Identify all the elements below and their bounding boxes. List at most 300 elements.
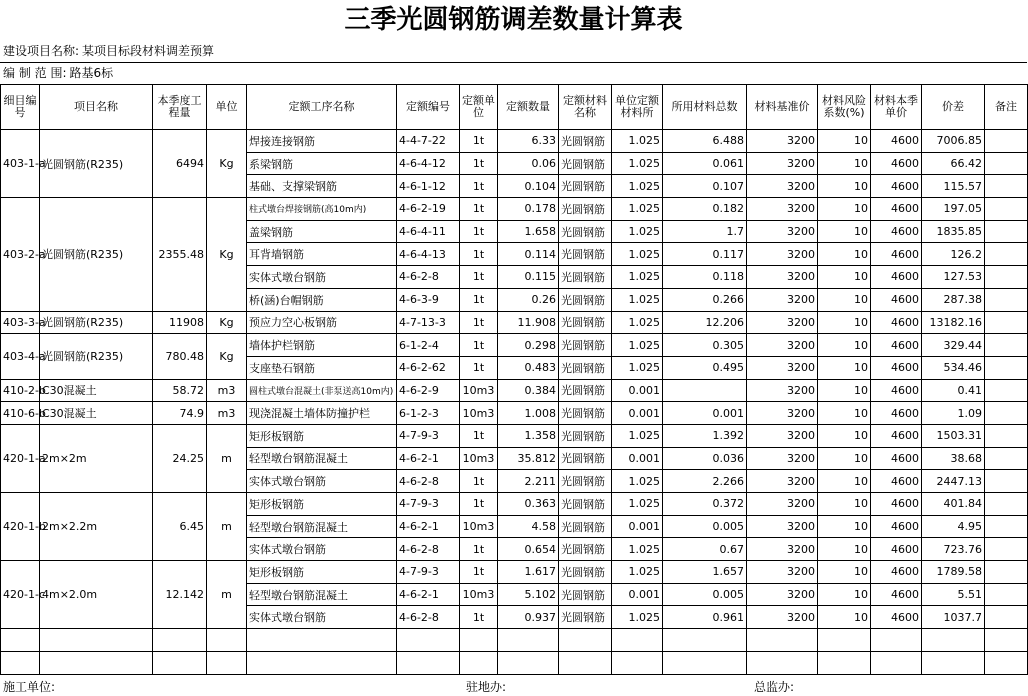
base-price-cell: 3200: [747, 152, 818, 175]
material-total-cell: 1.392: [663, 424, 747, 447]
price-difference-cell: 287.38: [922, 288, 985, 311]
remarks-cell: [985, 447, 1028, 470]
quota-unit-cell: 1t: [460, 356, 498, 379]
quota-qty-cell: 0.26: [498, 288, 559, 311]
quota-qty-cell: 6.33: [498, 130, 559, 153]
process-name-cell: 圆柱式墩台混凝土(非泵送高10m内): [247, 379, 397, 402]
item-name-cell: C30混凝土: [40, 379, 153, 402]
empty-cell: [663, 629, 747, 652]
material-name-cell: 光圆钢筋: [559, 175, 612, 198]
quota-qty-cell: 0.298: [498, 334, 559, 357]
price-difference-cell: 126.2: [922, 243, 985, 266]
base-price-cell: 3200: [747, 243, 818, 266]
current-price-cell: 4600: [871, 288, 922, 311]
unit-cell: Kg: [207, 334, 247, 379]
empty-cell: [871, 629, 922, 652]
remarks-cell: [985, 243, 1028, 266]
quota-unit-cell: 1t: [460, 220, 498, 243]
process-name-cell: 矩形板钢筋: [247, 493, 397, 516]
material-total-cell: 0.107: [663, 175, 747, 198]
table-row: [1, 402, 1028, 425]
quantity-cell: 2355.48: [153, 198, 207, 311]
current-price-cell: 4600: [871, 402, 922, 425]
material-total-cell: 0.182: [663, 198, 747, 221]
unit-consumption-cell: 1.025: [612, 538, 663, 561]
material-name-cell: 光圆钢筋: [559, 311, 612, 334]
table-row: [1, 334, 1028, 357]
unit-consumption-cell: 0.001: [612, 583, 663, 606]
empty-cell: [40, 651, 153, 674]
quota-code-cell: 4-6-4-11: [397, 220, 460, 243]
quota-unit-cell: 1t: [460, 175, 498, 198]
material-total-cell: 0.305: [663, 334, 747, 357]
risk-factor-cell: 10: [818, 424, 871, 447]
quota-unit-cell: 1t: [460, 243, 498, 266]
unit-consumption-cell: 1.025: [612, 130, 663, 153]
material-total-cell: 1.657: [663, 561, 747, 584]
material-name-cell: 光圆钢筋: [559, 198, 612, 221]
quota-unit-cell: 10m3: [460, 515, 498, 538]
material-total-cell: 0.061: [663, 152, 747, 175]
unit-consumption-cell: 1.025: [612, 175, 663, 198]
risk-factor-cell: 10: [818, 561, 871, 584]
column-header: 备注: [985, 85, 1028, 130]
unit-cell: Kg: [207, 198, 247, 311]
empty-cell: [247, 629, 397, 652]
empty-cell: [985, 651, 1028, 674]
site-office-label: 驻地办:: [466, 680, 507, 694]
base-price-cell: 3200: [747, 515, 818, 538]
quota-code-cell: 4-6-2-1: [397, 515, 460, 538]
process-name-cell: 轻型墩台钢筋混凝土: [247, 447, 397, 470]
project-name-value: 某项目标段材料调差预算: [82, 44, 215, 58]
quota-unit-cell: 1t: [460, 606, 498, 629]
quota-qty-cell: 1.617: [498, 561, 559, 584]
item-code-cell: 420-1-b: [1, 493, 40, 561]
current-price-cell: 4600: [871, 447, 922, 470]
price-difference-cell: 401.84: [922, 493, 985, 516]
quantity-cell: 6494: [153, 130, 207, 198]
quota-code-cell: 4-7-13-3: [397, 311, 460, 334]
empty-cell: [397, 651, 460, 674]
quota-code-cell: 4-6-1-12: [397, 175, 460, 198]
process-name-cell: 预应力空心板钢筋: [247, 311, 397, 334]
base-price-cell: 3200: [747, 288, 818, 311]
item-code-cell: 403-4-a: [1, 334, 40, 379]
price-difference-cell: 38.68: [922, 447, 985, 470]
column-header: 材料风险系数(%): [818, 85, 871, 130]
unit-cell: m3: [207, 402, 247, 425]
quantity-cell: 780.48: [153, 334, 207, 379]
risk-factor-cell: 10: [818, 334, 871, 357]
empty-cell: [1, 651, 40, 674]
process-name-cell: 支座垫石钢筋: [247, 356, 397, 379]
remarks-cell: [985, 175, 1028, 198]
material-total-cell: [663, 379, 747, 402]
price-difference-cell: 723.76: [922, 538, 985, 561]
risk-factor-cell: 10: [818, 243, 871, 266]
column-header: 定额材料名称: [559, 85, 612, 130]
risk-factor-cell: 10: [818, 288, 871, 311]
unit-consumption-cell: 1.025: [612, 198, 663, 221]
material-name-cell: 光圆钢筋: [559, 447, 612, 470]
remarks-cell: [985, 606, 1028, 629]
project-name-label: 建设项目名称:: [3, 44, 80, 58]
remarks-cell: [985, 583, 1028, 606]
calculation-table: [0, 84, 1028, 675]
process-name-cell: 基础、支撑梁钢筋: [247, 175, 397, 198]
unit-consumption-cell: 1.025: [612, 152, 663, 175]
material-total-cell: 2.266: [663, 470, 747, 493]
base-price-cell: 3200: [747, 220, 818, 243]
price-difference-cell: 1503.31: [922, 424, 985, 447]
price-difference-cell: 115.57: [922, 175, 985, 198]
remarks-cell: [985, 356, 1028, 379]
quota-qty-cell: 0.115: [498, 266, 559, 289]
unit-consumption-cell: 1.025: [612, 288, 663, 311]
quota-unit-cell: 1t: [460, 152, 498, 175]
project-name-row: [0, 40, 1027, 62]
item-code-cell: 420-1-c: [1, 561, 40, 629]
column-header: 定额编号: [397, 85, 460, 130]
base-price-cell: 3200: [747, 470, 818, 493]
base-price-cell: 3200: [747, 379, 818, 402]
price-difference-cell: 1037.7: [922, 606, 985, 629]
unit-consumption-cell: 1.025: [612, 334, 663, 357]
remarks-cell: [985, 402, 1028, 425]
risk-factor-cell: 10: [818, 493, 871, 516]
material-total-cell: 0.117: [663, 243, 747, 266]
quota-code-cell: 4-7-9-3: [397, 424, 460, 447]
empty-cell: [1, 629, 40, 652]
empty-cell: [207, 651, 247, 674]
empty-cell: [871, 651, 922, 674]
material-total-cell: 0.961: [663, 606, 747, 629]
quota-qty-cell: 0.483: [498, 356, 559, 379]
column-header: 定额单位: [460, 85, 498, 130]
price-difference-cell: 1835.85: [922, 220, 985, 243]
unit-consumption-cell: 1.025: [612, 493, 663, 516]
material-name-cell: 光圆钢筋: [559, 606, 612, 629]
quota-unit-cell: 1t: [460, 198, 498, 221]
quota-unit-cell: 10m3: [460, 402, 498, 425]
material-total-cell: 0.001: [663, 402, 747, 425]
empty-cell: [498, 629, 559, 652]
process-name-cell: 焊接连接钢筋: [247, 130, 397, 153]
quota-code-cell: 4-6-2-8: [397, 470, 460, 493]
quota-qty-cell: 2.211: [498, 470, 559, 493]
current-price-cell: 4600: [871, 424, 922, 447]
unit-consumption-cell: 1.025: [612, 220, 663, 243]
base-price-cell: 3200: [747, 402, 818, 425]
price-difference-cell: 329.44: [922, 334, 985, 357]
column-header: 所用材料总数: [663, 85, 747, 130]
risk-factor-cell: 10: [818, 198, 871, 221]
material-name-cell: 光圆钢筋: [559, 220, 612, 243]
quota-code-cell: 4-4-7-22: [397, 130, 460, 153]
empty-cell: [818, 629, 871, 652]
quota-code-cell: 4-6-2-8: [397, 538, 460, 561]
quota-code-cell: 4-6-2-9: [397, 379, 460, 402]
current-price-cell: 4600: [871, 379, 922, 402]
material-name-cell: 光圆钢筋: [559, 538, 612, 561]
empty-cell: [460, 629, 498, 652]
item-code-cell: 410-6-b: [1, 402, 40, 425]
current-price-cell: 4600: [871, 175, 922, 198]
material-name-cell: 光圆钢筋: [559, 424, 612, 447]
process-name-cell: 桥(涵)台帽钢筋: [247, 288, 397, 311]
base-price-cell: 3200: [747, 356, 818, 379]
column-header: 价差: [922, 85, 985, 130]
process-name-cell: 矩形板钢筋: [247, 561, 397, 584]
base-price-cell: 3200: [747, 493, 818, 516]
unit-cell: m3: [207, 379, 247, 402]
quota-qty-cell: 35.812: [498, 447, 559, 470]
process-name-cell: 耳背墙钢筋: [247, 243, 397, 266]
quota-unit-cell: 1t: [460, 334, 498, 357]
chief-supervisor-label: 总监办:: [754, 680, 795, 694]
quota-code-cell: 4-6-4-12: [397, 152, 460, 175]
process-name-cell: 柱式墩台焊接钢筋(高10m内): [247, 198, 397, 221]
process-name-cell: 实体式墩台钢筋: [247, 470, 397, 493]
risk-factor-cell: 10: [818, 447, 871, 470]
unit-consumption-cell: 1.025: [612, 606, 663, 629]
empty-cell: [922, 629, 985, 652]
unit-consumption-cell: 1.025: [612, 356, 663, 379]
quota-qty-cell: 0.654: [498, 538, 559, 561]
empty-cell: [559, 629, 612, 652]
process-name-cell: 盖梁钢筋: [247, 220, 397, 243]
material-name-cell: 光圆钢筋: [559, 515, 612, 538]
risk-factor-cell: 10: [818, 515, 871, 538]
quota-code-cell: 4-6-2-19: [397, 198, 460, 221]
remarks-cell: [985, 424, 1028, 447]
item-code-cell: 403-1-a: [1, 130, 40, 198]
quota-code-cell: 4-6-2-8: [397, 266, 460, 289]
material-total-cell: 0.266: [663, 288, 747, 311]
column-header: 定额数量: [498, 85, 559, 130]
column-header: 细目编号: [1, 85, 40, 130]
remarks-cell: [985, 198, 1028, 221]
base-price-cell: 3200: [747, 175, 818, 198]
risk-factor-cell: 10: [818, 266, 871, 289]
quota-unit-cell: 1t: [460, 130, 498, 153]
material-name-cell: 光圆钢筋: [559, 561, 612, 584]
unit-cell: m: [207, 561, 247, 629]
current-price-cell: 4600: [871, 311, 922, 334]
quota-qty-cell: 0.363: [498, 493, 559, 516]
price-difference-cell: 2447.13: [922, 470, 985, 493]
scope-row: [0, 62, 1027, 84]
base-price-cell: 3200: [747, 424, 818, 447]
material-total-cell: 0.495: [663, 356, 747, 379]
column-header: 定额工序名称: [247, 85, 397, 130]
risk-factor-cell: 10: [818, 606, 871, 629]
table-row: [1, 493, 1028, 516]
remarks-cell: [985, 266, 1028, 289]
column-header: 项目名称: [40, 85, 153, 130]
empty-cell: [460, 651, 498, 674]
current-price-cell: 4600: [871, 356, 922, 379]
material-total-cell: 0.005: [663, 515, 747, 538]
item-code-cell: 410-2-b: [1, 379, 40, 402]
quota-qty-cell: 11.908: [498, 311, 559, 334]
current-price-cell: 4600: [871, 561, 922, 584]
process-name-cell: 实体式墩台钢筋: [247, 266, 397, 289]
empty-cell: [559, 651, 612, 674]
unit-cell: Kg: [207, 130, 247, 198]
item-name-cell: 4m×2.0m: [40, 561, 153, 629]
base-price-cell: 3200: [747, 561, 818, 584]
process-name-cell: 轻型墩台钢筋混凝土: [247, 583, 397, 606]
risk-factor-cell: 10: [818, 402, 871, 425]
quota-qty-cell: 0.384: [498, 379, 559, 402]
base-price-cell: 3200: [747, 447, 818, 470]
current-price-cell: 4600: [871, 243, 922, 266]
price-difference-cell: 13182.16: [922, 311, 985, 334]
table-header-row: [1, 85, 1028, 130]
column-header: 单位: [207, 85, 247, 130]
price-difference-cell: 4.95: [922, 515, 985, 538]
remarks-cell: [985, 538, 1028, 561]
quota-unit-cell: 1t: [460, 561, 498, 584]
quantity-cell: 58.72: [153, 379, 207, 402]
current-price-cell: 4600: [871, 266, 922, 289]
empty-cell: [747, 651, 818, 674]
item-name-cell: 光圆钢筋(R235): [40, 334, 153, 379]
price-difference-cell: 1789.58: [922, 561, 985, 584]
table-body: [1, 130, 1028, 675]
material-name-cell: 光圆钢筋: [559, 379, 612, 402]
quota-code-cell: 4-6-2-62: [397, 356, 460, 379]
scope-label: 编 制 范 围:: [3, 66, 67, 80]
quota-qty-cell: 5.102: [498, 583, 559, 606]
price-difference-cell: 5.51: [922, 583, 985, 606]
risk-factor-cell: 10: [818, 220, 871, 243]
empty-cell: [247, 651, 397, 674]
material-name-cell: 光圆钢筋: [559, 583, 612, 606]
quota-code-cell: 4-6-2-8: [397, 606, 460, 629]
current-price-cell: 4600: [871, 198, 922, 221]
quantity-cell: 74.9: [153, 402, 207, 425]
process-name-cell: 轻型墩台钢筋混凝土: [247, 515, 397, 538]
table-row: [1, 424, 1028, 447]
item-name-cell: 光圆钢筋(R235): [40, 198, 153, 311]
empty-cell: [397, 629, 460, 652]
base-price-cell: 3200: [747, 334, 818, 357]
quota-code-cell: 4-6-3-9: [397, 288, 460, 311]
unit-consumption-cell: 1.025: [612, 561, 663, 584]
quota-unit-cell: 10m3: [460, 447, 498, 470]
quota-unit-cell: 1t: [460, 266, 498, 289]
process-name-cell: 现浇混凝土墙体防撞护栏: [247, 402, 397, 425]
material-name-cell: 光圆钢筋: [559, 152, 612, 175]
base-price-cell: 3200: [747, 130, 818, 153]
quota-unit-cell: 1t: [460, 288, 498, 311]
current-price-cell: 4600: [871, 583, 922, 606]
quota-unit-cell: 1t: [460, 311, 498, 334]
blank-row: [1, 629, 1028, 652]
material-total-cell: 6.488: [663, 130, 747, 153]
risk-factor-cell: 10: [818, 538, 871, 561]
risk-factor-cell: 10: [818, 175, 871, 198]
current-price-cell: 4600: [871, 470, 922, 493]
quota-unit-cell: 1t: [460, 538, 498, 561]
quantity-cell: 6.45: [153, 493, 207, 561]
unit-cell: m: [207, 424, 247, 492]
quota-qty-cell: 1.658: [498, 220, 559, 243]
price-difference-cell: 7006.85: [922, 130, 985, 153]
quota-qty-cell: 0.937: [498, 606, 559, 629]
risk-factor-cell: 10: [818, 356, 871, 379]
column-header: 材料本季单价: [871, 85, 922, 130]
material-total-cell: 1.7: [663, 220, 747, 243]
empty-cell: [207, 629, 247, 652]
item-code-cell: 420-1-a: [1, 424, 40, 492]
quota-code-cell: 4-6-4-13: [397, 243, 460, 266]
table-row: [1, 561, 1028, 584]
remarks-cell: [985, 130, 1028, 153]
column-header: 单位定额材料所: [612, 85, 663, 130]
item-code-cell: 403-3-a: [1, 311, 40, 334]
unit-consumption-cell: 1.025: [612, 311, 663, 334]
quota-qty-cell: 0.06: [498, 152, 559, 175]
current-price-cell: 4600: [871, 334, 922, 357]
quota-code-cell: 6-1-2-4: [397, 334, 460, 357]
risk-factor-cell: 10: [818, 379, 871, 402]
price-difference-cell: 534.46: [922, 356, 985, 379]
current-price-cell: 4600: [871, 152, 922, 175]
quota-code-cell: 4-7-9-3: [397, 561, 460, 584]
scope-value: 路基6标: [69, 66, 114, 80]
quota-qty-cell: 1.358: [498, 424, 559, 447]
signature-footer: [0, 672, 1027, 696]
item-code-cell: 403-2-a: [1, 198, 40, 311]
quota-qty-cell: 0.178: [498, 198, 559, 221]
price-difference-cell: 1.09: [922, 402, 985, 425]
unit-consumption-cell: 0.001: [612, 402, 663, 425]
material-total-cell: 12.206: [663, 311, 747, 334]
empty-cell: [747, 629, 818, 652]
blank-row: [1, 651, 1028, 674]
remarks-cell: [985, 152, 1028, 175]
remarks-cell: [985, 561, 1028, 584]
quota-unit-cell: 1t: [460, 493, 498, 516]
base-price-cell: 3200: [747, 266, 818, 289]
current-price-cell: 4600: [871, 606, 922, 629]
process-name-cell: 墙体护栏钢筋: [247, 334, 397, 357]
table-row: [1, 379, 1028, 402]
remarks-cell: [985, 379, 1028, 402]
base-price-cell: 3200: [747, 538, 818, 561]
empty-cell: [818, 651, 871, 674]
item-name-cell: 2m×2m: [40, 424, 153, 492]
page-title: 三季光圆钢筋调差数量计算表: [344, 5, 683, 35]
empty-cell: [498, 651, 559, 674]
table-row: [1, 311, 1028, 334]
construction-unit-label: 施工单位:: [3, 680, 56, 694]
unit-consumption-cell: 1.025: [612, 470, 663, 493]
unit-consumption-cell: 0.001: [612, 515, 663, 538]
material-name-cell: 光圆钢筋: [559, 266, 612, 289]
quota-code-cell: 4-6-2-1: [397, 583, 460, 606]
process-name-cell: 系梁钢筋: [247, 152, 397, 175]
remarks-cell: [985, 515, 1028, 538]
item-name-cell: 光圆钢筋(R235): [40, 311, 153, 334]
quota-qty-cell: 0.114: [498, 243, 559, 266]
price-difference-cell: 197.05: [922, 198, 985, 221]
risk-factor-cell: 10: [818, 583, 871, 606]
